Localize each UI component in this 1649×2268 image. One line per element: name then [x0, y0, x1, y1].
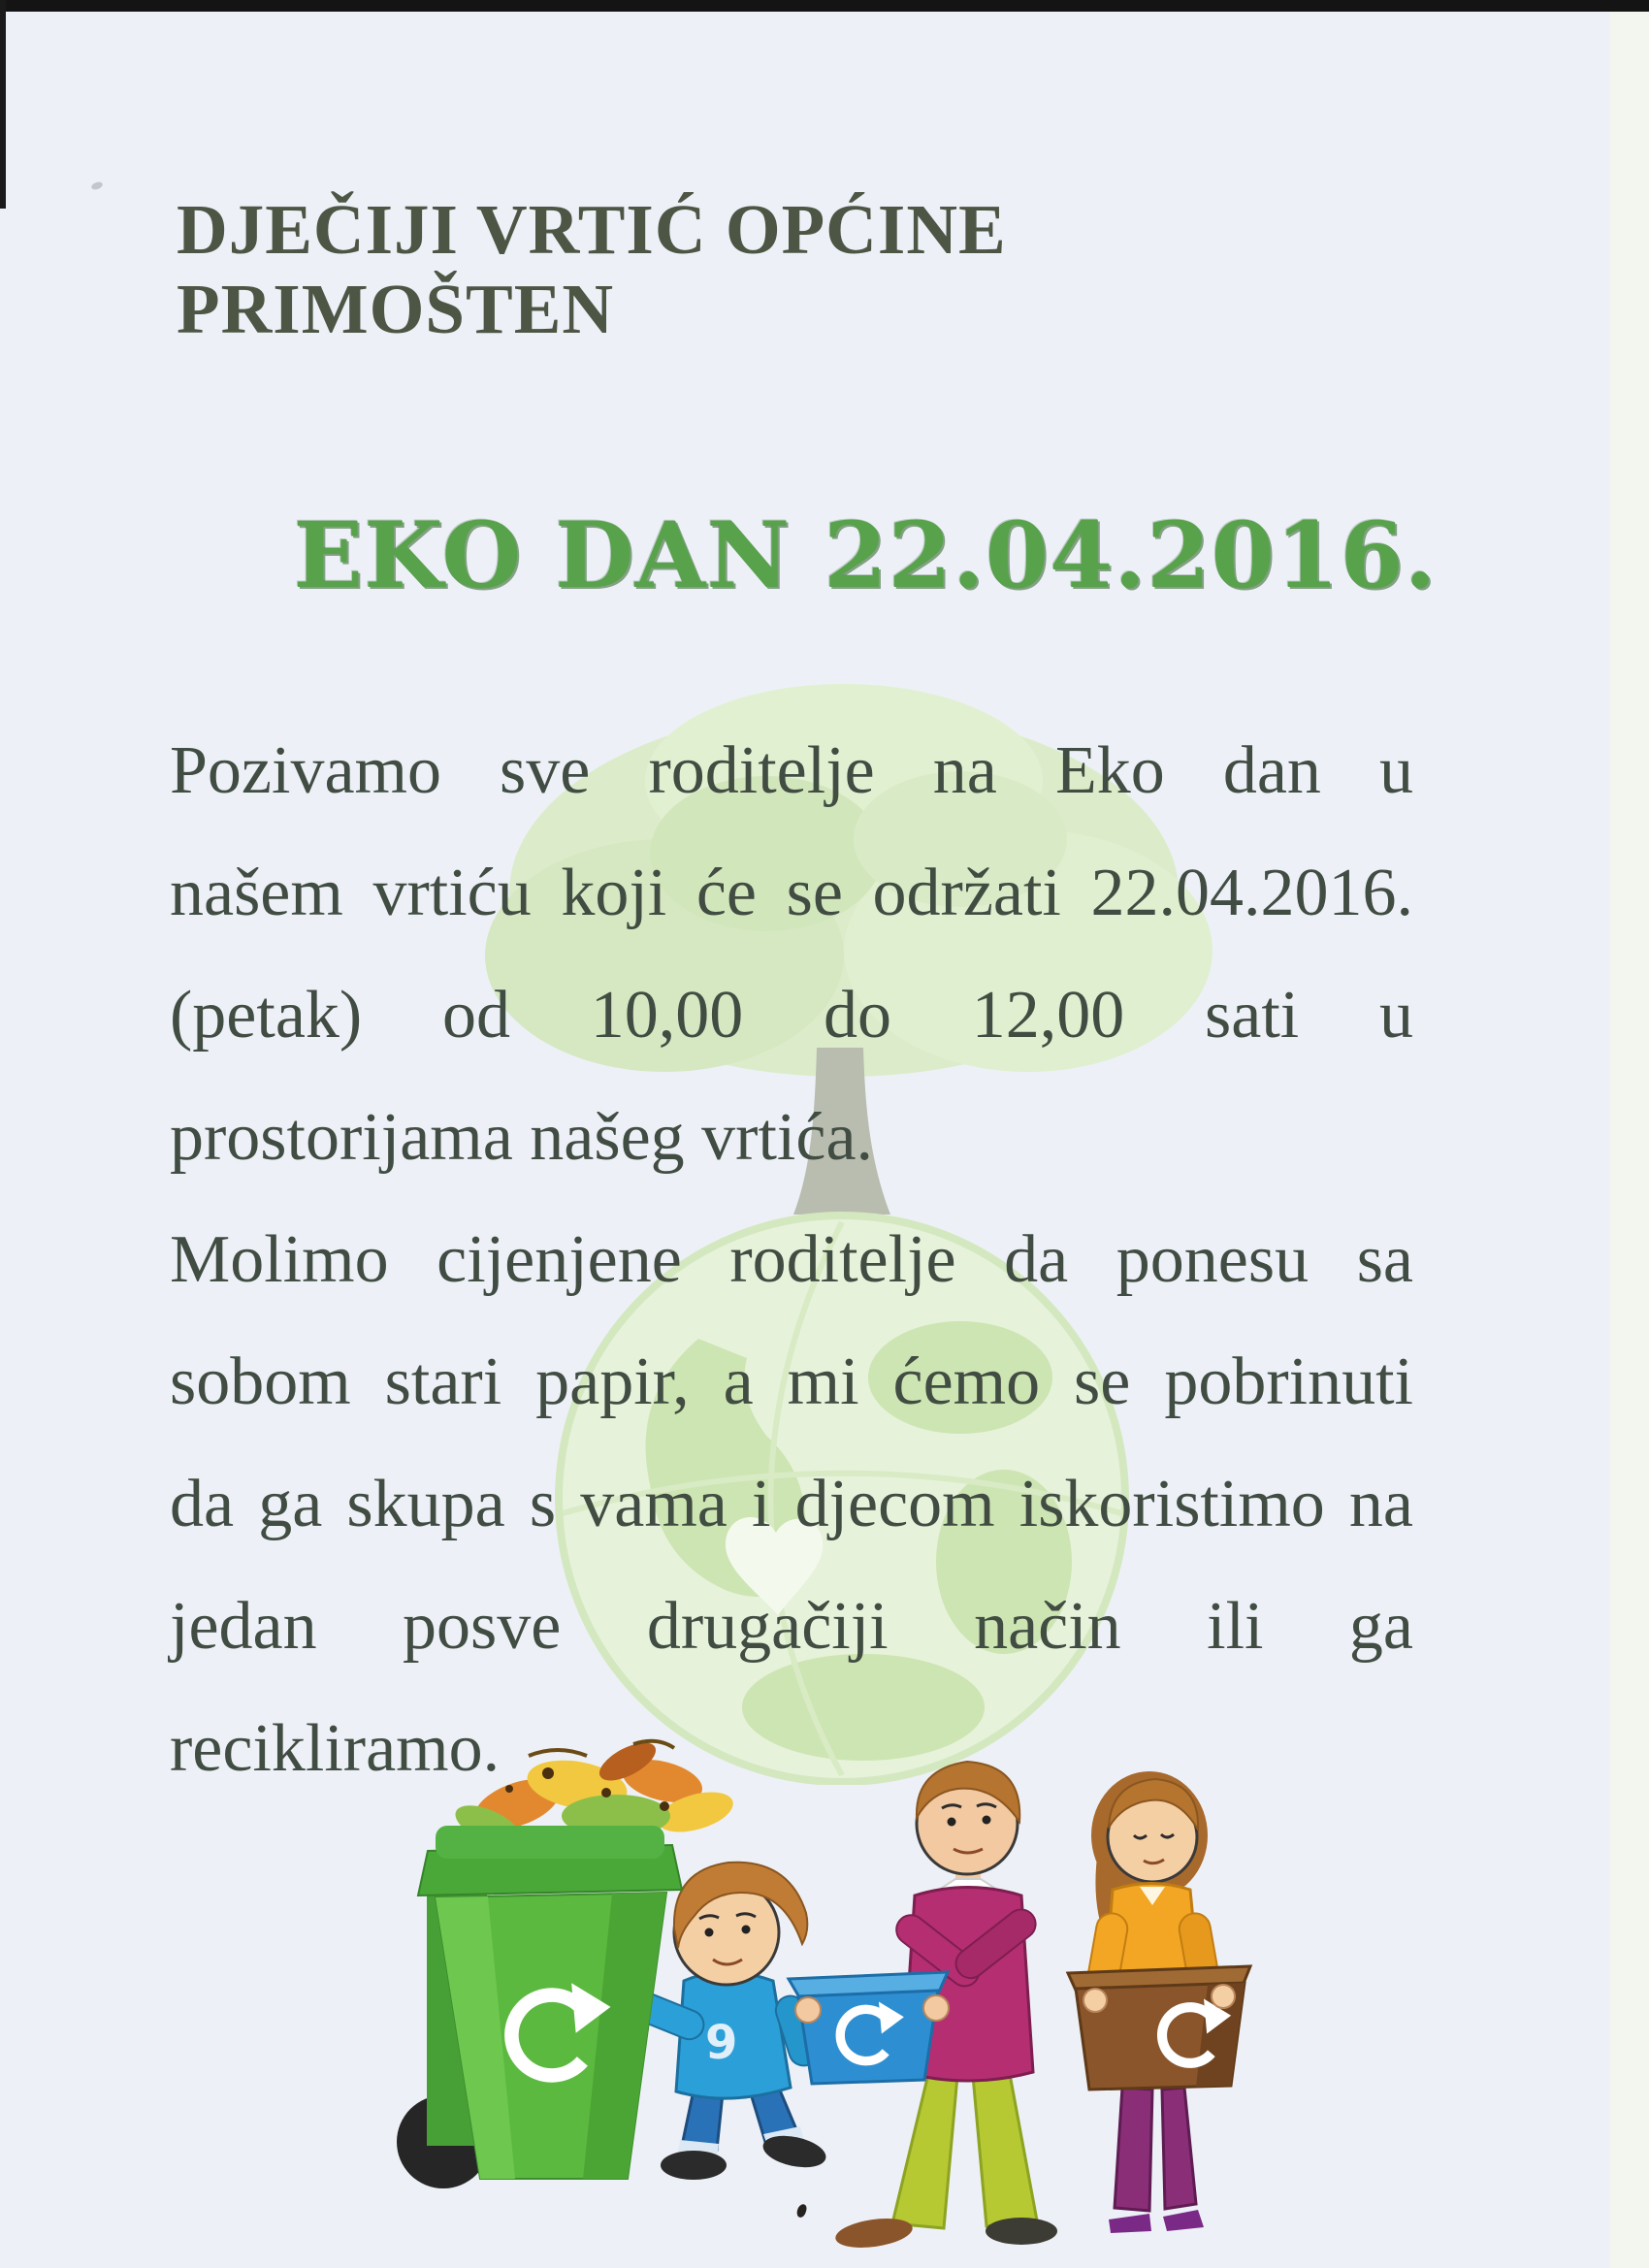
body-line: jedan posve drugačiji način ili ga [170, 1589, 1413, 1664]
body-line: našem vrtiću koji će se održati 22.04.2016. [170, 856, 1413, 930]
event-title: EKO DAN 22.04.2016. [293, 502, 1438, 609]
blue-crate [789, 1972, 948, 2084]
woman-figure [1068, 1771, 1250, 2233]
body-line: recikliramo. [170, 1711, 501, 1786]
body-line: da ga skupa s vama i djecom iskoristimo na [170, 1467, 1413, 1541]
body-line: Pozivamo sve roditelje na Eko dan u [170, 733, 1413, 808]
boy-shirt-number: 9 [705, 2016, 738, 2070]
scan-left-edge-artifact [0, 0, 6, 209]
organization-name-line2: PRIMOŠTEN [177, 270, 615, 349]
scan-right-margin [1610, 12, 1649, 2268]
organization-name-line1: DJEČIJI VRTIĆ OPĆINE [177, 190, 1007, 269]
body-line: prostorijama našeg vrtića. [170, 1100, 874, 1175]
recycling-clipart [373, 1688, 1276, 2255]
organization-name [177, 190, 1007, 350]
body-line: sobom stari papir, a mi ćemo se pobrinuti [170, 1345, 1413, 1419]
scan-speck [90, 180, 104, 191]
body-line: (petak) od 10,00 do 12,00 sati u [170, 978, 1413, 1053]
body-paragraphs [170, 710, 1413, 1810]
body-line: Molimo cijenjene roditelje da ponesu sa [170, 1222, 1413, 1297]
scan-top-edge-artifact [0, 0, 1649, 12]
man-figure [789, 1762, 1057, 2252]
